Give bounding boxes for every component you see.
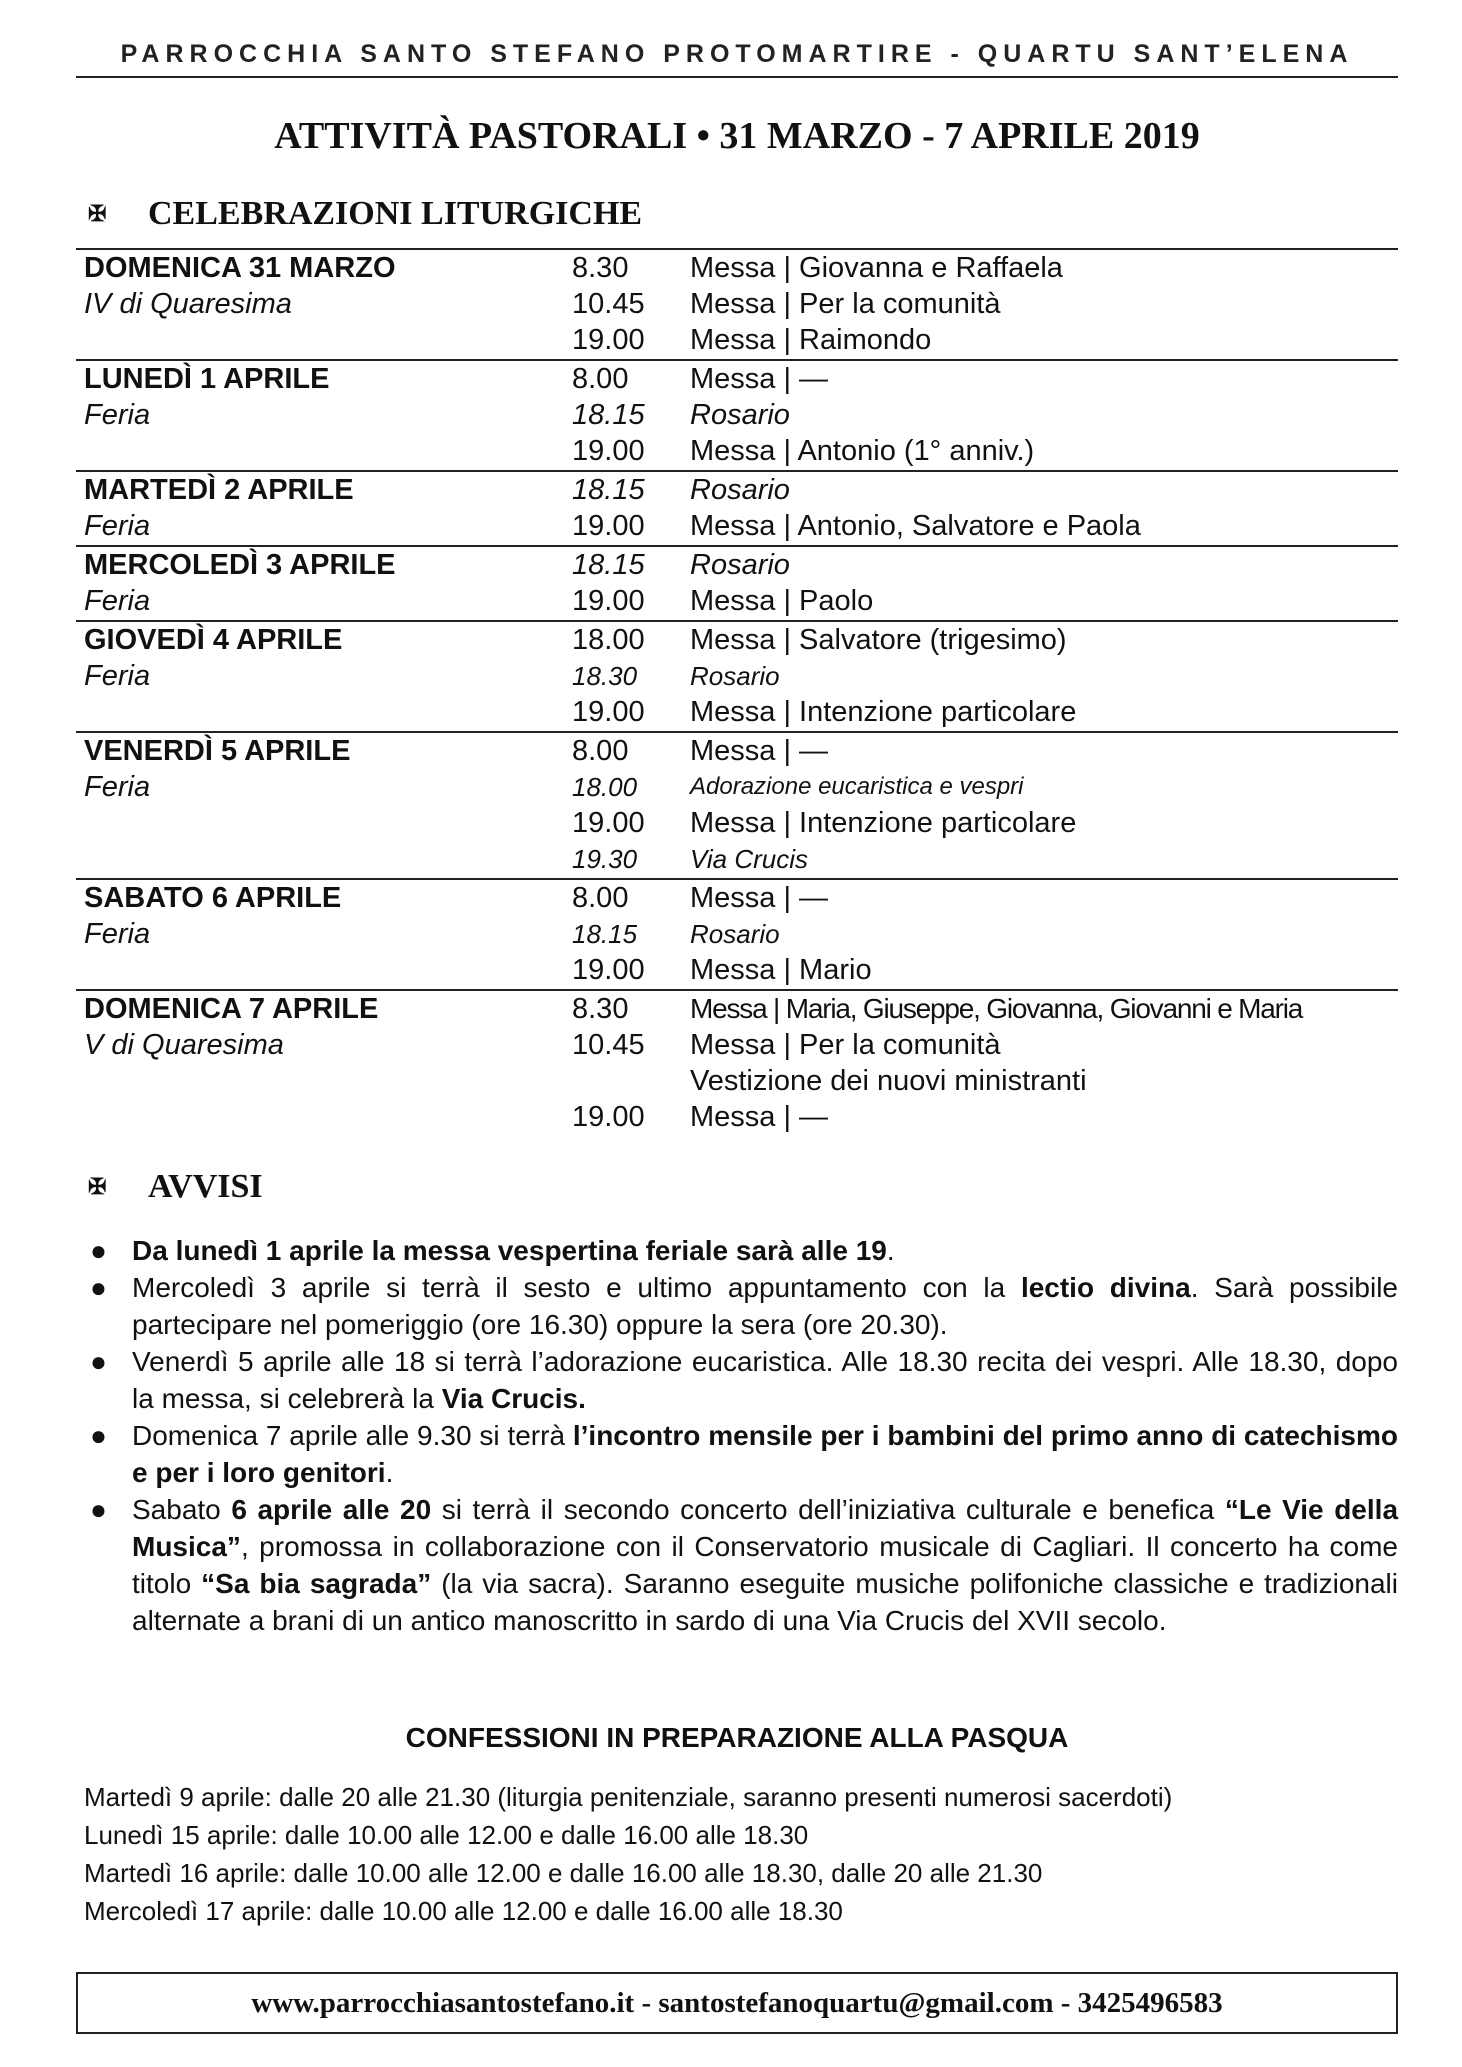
event-time: 10.45 — [572, 288, 645, 320]
event-description: Messa | Mario — [690, 954, 872, 986]
day-liturgical-note: Feria — [84, 585, 151, 617]
event-description: Messa | Maria, Giuseppe, Giovanna, Giovanni e Maria — [690, 993, 1303, 1024]
confession-slot: Mercoledì 17 aprile: dalle 10.00 alle 12.00 e dalle 16.00 alle 18.30 — [84, 1896, 843, 1926]
event-time: 8.00 — [572, 363, 629, 395]
liturgical-schedule — [76, 248, 1398, 1136]
event-time: 18.15 — [572, 549, 645, 581]
notice-text: Mercoledì 3 aprile si terrà il sesto e ultimo appuntamento con la — [132, 1272, 1021, 1303]
day-name: GIOVEDÌ 4 APRILE — [84, 624, 343, 656]
bullet-icon: ● — [90, 1235, 107, 1266]
day-liturgical-note: IV di Quaresima — [84, 288, 292, 320]
day-name: LUNEDÌ 1 APRILE — [84, 363, 330, 395]
event-description: Messa | — — [690, 735, 829, 767]
notice-item — [76, 1269, 1398, 1343]
event-description: Messa | Intenzione particolare — [690, 807, 1077, 839]
day-name: VENERDÌ 5 APRILE — [84, 735, 351, 767]
notice-item — [76, 1417, 1398, 1491]
celebrations-heading-text: CELEBRAZIONI LITURGICHE — [148, 195, 643, 232]
confession-slot: Lunedì 15 aprile: dalle 10.00 alle 12.00 e dalle 16.00 alle 18.30 — [84, 1820, 809, 1850]
schedule-event — [76, 433, 1398, 469]
day-name: SABATO 6 APRILE — [84, 882, 342, 914]
notice-emphasis: 6 aprile alle 20 — [231, 1494, 432, 1525]
event-description: Rosario — [690, 661, 780, 691]
schedule-event — [76, 397, 1398, 433]
day-name: MERCOLEDÌ 3 APRILE — [84, 549, 396, 581]
notice-emphasis: “Sa bia sagrada” — [201, 1568, 432, 1599]
event-time: 8.00 — [572, 735, 629, 767]
notice-text: . — [886, 1235, 895, 1266]
notice-item — [76, 1343, 1398, 1417]
schedule-event — [76, 694, 1398, 730]
event-description: Messa | Antonio (1° anniv.) — [690, 435, 1035, 467]
notice-emphasis: l’incontro mensile per i bambini del primo anno di catechismo e per i loro genitori — [132, 1420, 1398, 1488]
schedule-event — [76, 508, 1398, 544]
event-time: 19.00 — [572, 954, 645, 986]
bullet-icon: ● — [90, 1346, 107, 1377]
schedule-event — [76, 1027, 1398, 1063]
day-name: DOMENICA 7 APRILE — [84, 993, 379, 1025]
schedule-event — [76, 286, 1398, 322]
schedule-event — [76, 622, 1398, 658]
event-time: 8.00 — [572, 882, 629, 914]
event-time: 8.30 — [572, 993, 629, 1025]
event-description: Messa | Intenzione particolare — [690, 696, 1077, 728]
schedule-event — [76, 880, 1398, 916]
schedule-event — [76, 322, 1398, 358]
event-description: Messa | Per la comunità — [690, 1029, 1001, 1061]
notice-emphasis: Via Crucis. — [441, 1383, 586, 1414]
schedule-event — [76, 361, 1398, 397]
cross-icon: ✠ — [88, 201, 107, 226]
notice-emphasis: Da lunedì 1 aprile la messa vespertina feriale sarà alle 19 — [132, 1235, 887, 1266]
day-block — [76, 878, 1398, 989]
event-description: Via Crucis — [690, 844, 809, 874]
notices-heading — [88, 1168, 263, 1206]
event-time: 19.00 — [572, 1101, 645, 1133]
notices-list — [76, 1232, 1398, 1639]
event-description: Rosario — [690, 919, 780, 949]
event-description: Messa | Giovanna e Raffaela — [690, 252, 1063, 284]
schedule-event — [76, 805, 1398, 841]
schedule-event — [76, 1063, 1398, 1099]
event-description: Messa | Salvatore (trigesimo) — [690, 624, 1067, 656]
day-liturgical-note: Feria — [84, 399, 151, 431]
event-time: 19.00 — [572, 585, 645, 617]
event-description: Adorazione eucaristica e vespri — [690, 773, 1024, 800]
notice-text: . Sarà possibile partecipare nel pomeriggio (ore 16.30) oppure la sera (ore 20.30). — [132, 1272, 1399, 1340]
event-description: Messa | — — [690, 882, 829, 914]
notices-heading-text: AVVISI — [148, 1168, 263, 1205]
schedule-event — [76, 991, 1398, 1027]
schedule-event — [76, 472, 1398, 508]
day-block — [76, 470, 1398, 545]
schedule-event — [76, 250, 1398, 286]
confession-slot: Martedì 9 aprile: dalle 20 alle 21.30 (liturgia penitenziale, saranno presenti numerosi sacerdoti) — [84, 1782, 1173, 1812]
event-time: 10.45 — [572, 1029, 645, 1061]
day-block — [76, 545, 1398, 620]
event-description: Vestizione dei nuovi ministranti — [690, 1065, 1087, 1097]
notice-text: , promossa in collaborazione con il Conservatorio musicale di Cagliari. Il concerto ha come titolo — [132, 1531, 1398, 1599]
event-time: 18.15 — [572, 919, 638, 949]
schedule-event — [76, 733, 1398, 769]
schedule-event — [76, 952, 1398, 988]
event-time: 19.00 — [572, 696, 645, 728]
page-title: ATTIVITÀ PASTORALI • 31 MARZO - 7 APRILE 2019 — [274, 115, 1200, 157]
header-rule — [76, 76, 1398, 78]
cross-icon: ✠ — [88, 1174, 107, 1199]
schedule-event — [76, 658, 1398, 694]
event-description: Messa | Raimondo — [690, 324, 932, 356]
day-liturgical-note: Feria — [84, 510, 151, 542]
event-time: 18.00 — [572, 772, 638, 802]
schedule-event — [76, 769, 1398, 805]
notice-text: (la via sacra). Saranno eseguite musiche polifoniche classiche e tradizionali alternate a brani di un antico manoscritto in sardo di una Via Crucis del XVII secolo. — [132, 1568, 1398, 1636]
event-time: 18.15 — [572, 399, 645, 431]
day-block — [76, 359, 1398, 470]
notice-text: si terrà il secondo concerto dell’iniziativa culturale e benefica — [431, 1494, 1225, 1525]
notice-emphasis: “Le Vie della Musica” — [132, 1494, 1399, 1562]
day-name: DOMENICA 31 MARZO — [84, 252, 396, 284]
day-liturgical-note: Feria — [84, 660, 151, 692]
day-block — [76, 620, 1398, 731]
contact-footer — [76, 1972, 1398, 2034]
notice-text: Venerdì 5 aprile alle 18 si terrà l’adorazione eucaristica. Alle 18.30 recita dei vespri. Alle 18.30, dopo la messa, si celebrerà la — [132, 1346, 1398, 1414]
schedule-event — [76, 1099, 1398, 1135]
event-time: 19.00 — [572, 510, 645, 542]
day-liturgical-note: V di Quaresima — [84, 1029, 284, 1061]
schedule-event — [76, 547, 1398, 583]
schedule-event — [76, 583, 1398, 619]
event-description: Messa | — — [690, 363, 829, 395]
event-description: Rosario — [690, 474, 790, 506]
celebrations-heading — [88, 195, 642, 233]
event-description: Messa | — — [690, 1101, 829, 1133]
event-description: Rosario — [690, 549, 790, 581]
day-liturgical-note: Feria — [84, 918, 151, 950]
event-time: 19.00 — [572, 807, 645, 839]
schedule-event — [76, 916, 1398, 952]
notice-text: Domenica 7 aprile alle 9.30 si terrà — [132, 1420, 573, 1451]
event-description: Messa | Paolo — [690, 585, 874, 617]
notice-text: . — [385, 1457, 394, 1488]
event-time: 18.30 — [572, 661, 638, 691]
day-block — [76, 248, 1398, 359]
day-block — [76, 731, 1398, 878]
event-time: 8.30 — [572, 252, 629, 284]
confessions-list — [84, 1778, 1384, 1930]
confession-slot: Martedì 16 aprile: dalle 10.00 alle 12.00 e dalle 16.00 alle 18.30, dalle 20 alle 21.30 — [84, 1858, 1043, 1888]
event-description: Rosario — [690, 399, 790, 431]
event-description: Messa | Antonio, Salvatore e Paola — [690, 510, 1141, 542]
bullet-icon: ● — [90, 1272, 107, 1303]
event-time: 19.30 — [572, 844, 638, 874]
event-time: 19.00 — [572, 324, 645, 356]
notice-text: Sabato — [132, 1494, 232, 1525]
parish-header: PARROCCHIA SANTO STEFANO PROTOMARTIRE - QUARTU SANT’ELENA — [120, 40, 1354, 68]
bullet-icon: ● — [90, 1420, 107, 1451]
schedule-event — [76, 841, 1398, 877]
notice-item — [76, 1491, 1398, 1639]
event-time: 18.00 — [572, 624, 645, 656]
confessions-heading: CONFESSIONI IN PREPARAZIONE ALLA PASQUA — [405, 1722, 1069, 1753]
day-name: MARTEDÌ 2 APRILE — [84, 474, 354, 506]
day-block — [76, 989, 1398, 1136]
bullet-icon: ● — [90, 1494, 107, 1525]
event-time: 18.15 — [572, 474, 645, 506]
event-time: 19.00 — [572, 435, 645, 467]
contact-text: www.parrocchiasantostefano.it - santostefanoquartu@gmail.com - 3425496583 — [251, 1986, 1223, 2019]
day-liturgical-note: Feria — [84, 771, 151, 803]
notice-item — [76, 1232, 1398, 1269]
notice-emphasis: lectio divina — [1020, 1272, 1191, 1303]
event-description: Messa | Per la comunità — [690, 288, 1001, 320]
